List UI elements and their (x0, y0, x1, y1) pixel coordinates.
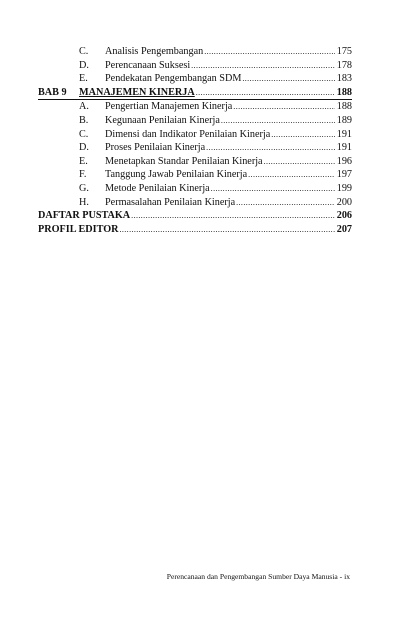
toc-back-matter-page: 207 (336, 223, 352, 235)
toc-entry[interactable] (38, 72, 352, 86)
toc-entry[interactable] (38, 128, 352, 142)
toc-entry-page: 191 (336, 142, 352, 154)
dot-leader (191, 59, 335, 73)
toc-entry-letter: D. (79, 59, 89, 71)
toc-entry[interactable] (38, 155, 352, 169)
toc-entry-letter: C. (79, 128, 89, 140)
toc-back-matter-title: DAFTAR PUSTAKA (38, 210, 131, 222)
dot-leader (119, 223, 335, 237)
toc-entry-title: Tanggung Jawab Penilaian Kinerja (105, 169, 248, 181)
toc-entry[interactable] (38, 182, 352, 196)
toc-chapter-title: MANAJEMEN KINERJA (79, 86, 195, 98)
footer-separator: - (339, 572, 343, 581)
toc-chapter-entry[interactable] (38, 86, 352, 101)
table-of-contents (38, 45, 352, 236)
toc-entry-title: Pendekatan Pengembangan SDM (105, 73, 242, 85)
toc-entry-title: Dimensi dan Indikator Penilaian Kinerja (105, 128, 271, 140)
toc-entry[interactable] (38, 168, 352, 182)
toc-entry-title: Analisis Pengembangan (105, 46, 204, 57)
toc-back-matter-entry[interactable] (38, 223, 352, 237)
toc-entry-title: Perencanaan Suksesi (105, 59, 191, 71)
footer-page-number: ix (344, 572, 350, 581)
toc-entry[interactable] (38, 114, 352, 128)
toc-entry-letter: A. (79, 101, 89, 113)
toc-entry-page: 197 (336, 169, 352, 181)
toc-entry[interactable] (38, 59, 352, 73)
toc-entry-page: 191 (336, 128, 352, 140)
toc-chapter-label: BAB 9 (38, 86, 67, 98)
dot-leader (233, 100, 335, 114)
dot-leader (236, 196, 335, 210)
toc-back-matter-title: PROFIL EDITOR (38, 223, 119, 235)
toc-entry-letter: F. (79, 169, 87, 181)
footer-book-title: Perencanaan dan Pengembangan Sumber Daya Manusia (166, 572, 338, 581)
dot-leader (264, 155, 335, 169)
toc-back-matter-page: 206 (336, 210, 352, 222)
toc-entry-page: 178 (336, 59, 352, 71)
toc-entry-page: 196 (336, 155, 352, 167)
dot-leader (196, 86, 335, 100)
toc-entry-page: 183 (336, 73, 352, 85)
toc-entry-letter: E. (79, 73, 88, 85)
toc-entry-title: Metode Penilaian Kinerja (105, 182, 210, 194)
dot-leader (211, 182, 335, 196)
toc-entry-page: 189 (336, 114, 352, 126)
dot-leader (221, 114, 335, 128)
toc-entry-page: 199 (336, 182, 352, 194)
dot-leader (131, 209, 335, 223)
toc-back-matter-entry[interactable] (38, 209, 352, 223)
toc-entry-title: Proses Penilaian Kinerja (105, 142, 206, 154)
toc-entry-title: Menetapkan Standar Penilaian Kinerja (105, 155, 263, 167)
toc-entry-letter: G. (79, 182, 89, 194)
toc-entry-letter: C. (79, 46, 89, 57)
toc-entry-title: Permasalahan Penilaian Kinerja (105, 196, 236, 208)
toc-entry-page: 175 (336, 46, 352, 57)
toc-entry[interactable] (38, 141, 352, 155)
toc-entry-title: Kegunaan Penilaian Kinerja (105, 114, 220, 126)
toc-entry-page: 200 (336, 196, 352, 208)
toc-entry[interactable] (38, 45, 352, 59)
toc-entry-letter: H. (79, 196, 89, 208)
toc-entry-page: 188 (336, 101, 352, 113)
toc-entry[interactable] (38, 100, 352, 114)
toc-entry-letter: D. (79, 142, 89, 154)
dot-leader (206, 141, 335, 155)
toc-entry[interactable] (38, 196, 352, 210)
toc-chapter-page: 188 (336, 86, 352, 98)
toc-entry-letter: E. (79, 155, 88, 167)
dot-leader (248, 168, 335, 182)
dot-leader (242, 72, 335, 86)
toc-entry-title: Pengertian Manajemen Kinerja (105, 101, 233, 113)
toc-entry-letter: B. (79, 114, 89, 126)
page-footer (167, 572, 350, 581)
dot-leader (204, 45, 335, 59)
dot-leader (271, 128, 335, 142)
